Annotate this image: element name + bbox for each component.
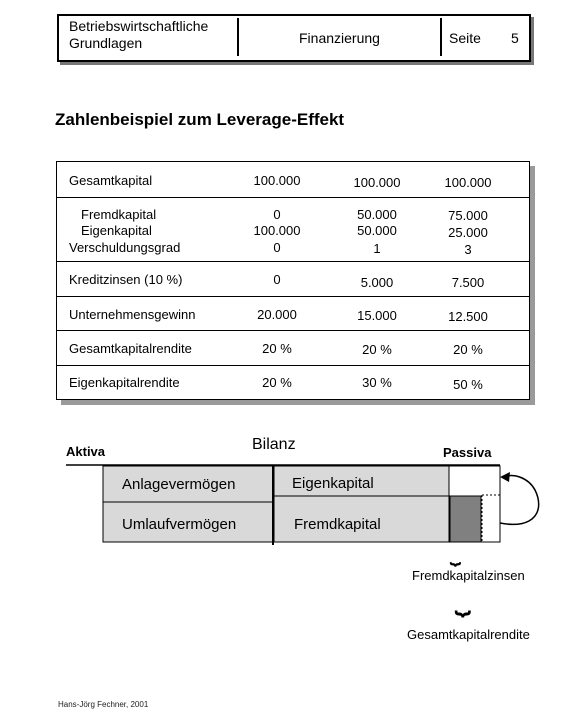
cell-value: 0 [273, 272, 281, 287]
umlaufvermoegen-label: Umlaufvermögen [122, 516, 237, 533]
fremdkapitalzinsen-label: Fremdkapitalzinsen [412, 568, 525, 583]
leverage-arrow [500, 476, 539, 525]
row-label-unternehmensgewinn: Unternehmensgewinn [69, 307, 196, 322]
zinsen-block [450, 496, 481, 542]
fremdkapitalzinsen-brace-icon: ⏟ [450, 545, 461, 565]
cell-value: 20 % [262, 341, 292, 356]
footer-author: Hans-Jörg Fechner, 2001 [58, 700, 149, 709]
cell-value: 100.000 [444, 175, 492, 190]
page-number: 5 [511, 30, 519, 46]
cell-value: 12.500 [448, 309, 488, 324]
table-divider [57, 197, 529, 198]
table-divider [57, 330, 529, 331]
row-label-eigenkapitalrendite: Eigenkapitalrendite [69, 375, 180, 390]
cell-value: 15.000 [357, 308, 397, 323]
anlagevermoegen-label: Anlagevermögen [122, 476, 236, 493]
course-title [69, 18, 208, 52]
eigenkapital-label: Eigenkapital [292, 475, 374, 492]
gesamtkapitalrendite-brace-icon: ⏟ [455, 585, 471, 615]
cell-value: 100.000 [253, 173, 301, 188]
aktiva-label: Aktiva [66, 444, 106, 459]
row-label-fremdkapital: Fremdkapital [81, 207, 157, 222]
course-title-line1: Betriebswirtschaftliche [69, 18, 209, 34]
cell-value: 3 [464, 242, 472, 257]
cell-value: 1 [373, 241, 381, 256]
cell-value: 50.000 [357, 223, 397, 238]
row-label-verschuldungsgrad: Verschuldungsgrad [69, 240, 181, 255]
cell-value: 100.000 [353, 175, 401, 190]
row-label-gesamtkapitalrendite: Gesamtkapitalrendite [69, 341, 192, 356]
cell-value: 7.500 [451, 275, 485, 290]
cell-value: 0 [273, 240, 281, 255]
cell-value: 5.000 [360, 275, 394, 290]
table-divider [57, 296, 529, 297]
table-divider [57, 365, 529, 366]
cell-value: 75.000 [448, 208, 488, 223]
cell-value: 20 % [262, 375, 292, 390]
course-title-line2: Grundlagen [69, 35, 143, 51]
row-label-kreditzinsen: Kreditzinsen (10 %) [69, 272, 183, 287]
cell-value: 20.000 [257, 307, 297, 322]
leverage-table [56, 161, 530, 400]
table-divider [57, 261, 529, 262]
chapter-title: Finanzierung [299, 30, 380, 46]
cell-value: 30 % [362, 375, 392, 390]
bilanz-title: Bilanz [252, 436, 296, 453]
cell-value: 100.000 [253, 223, 301, 238]
fremdkapital-label: Fremdkapital [294, 516, 381, 533]
page-title: Zahlenbeispiel zum Leverage-Effekt [55, 110, 345, 129]
cell-value: 20 % [362, 342, 392, 357]
row-label-eigenkapital: Eigenkapital [81, 223, 152, 238]
passiva-label: Passiva [443, 445, 492, 460]
bilanz-diagram [0, 455, 570, 565]
cell-value: 50 % [453, 377, 483, 392]
page-header [57, 14, 531, 62]
leverage-arrowhead [500, 472, 510, 482]
page-label: Seite [449, 30, 481, 46]
cell-value: 20 % [453, 342, 483, 357]
row-label-gesamtkapital: Gesamtkapital [69, 173, 153, 188]
header-divider [237, 18, 239, 56]
gesamtkapitalrendite-label: Gesamtkapitalrendite [407, 627, 530, 642]
header-divider [440, 18, 442, 56]
cell-value: 0 [273, 207, 281, 222]
cell-value: 25.000 [448, 225, 488, 240]
cell-value: 50.000 [357, 207, 397, 222]
